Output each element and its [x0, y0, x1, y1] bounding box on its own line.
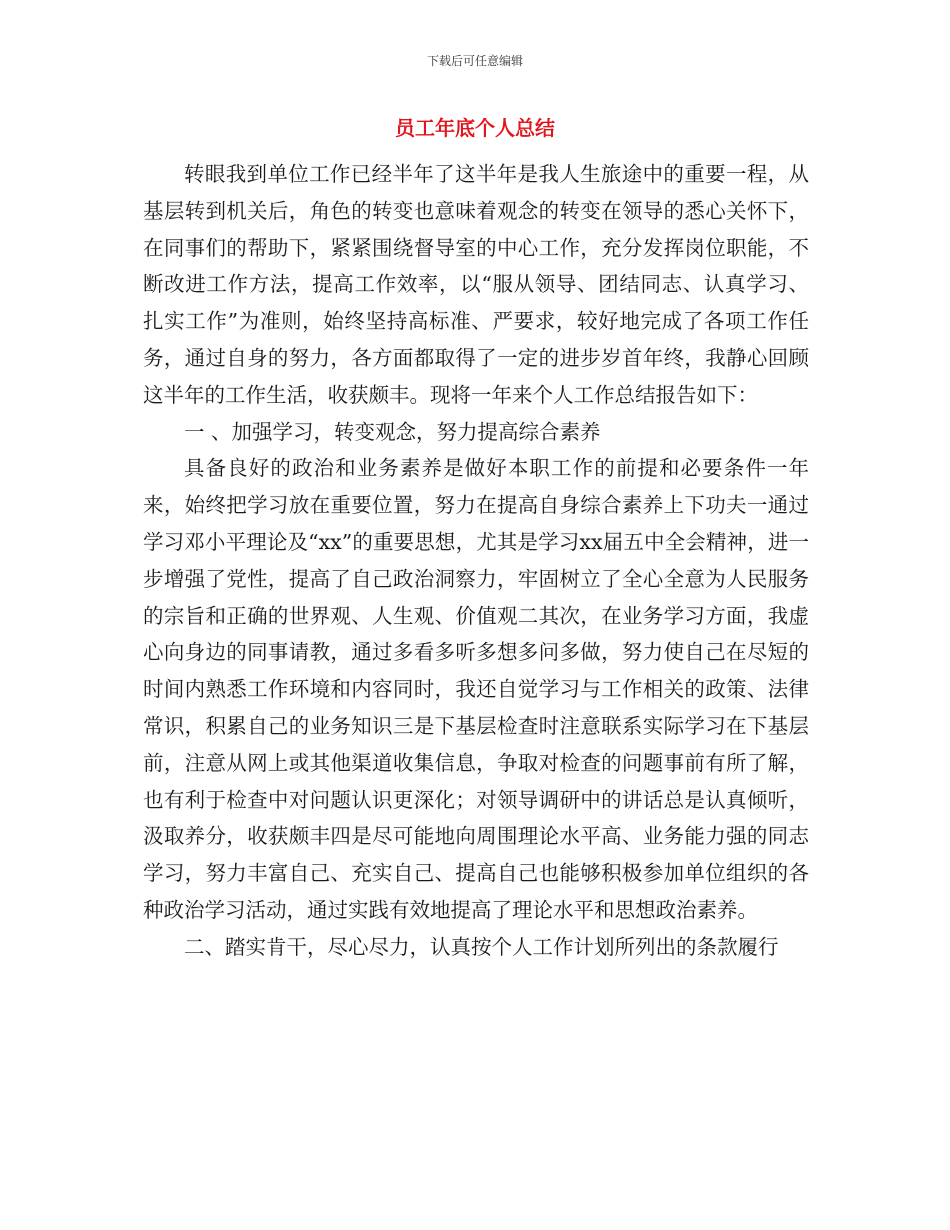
header-note: 下载后可任意编辑: [426, 54, 523, 68]
document-title: 员工年底个人总结: [395, 116, 555, 140]
section-heading-2: 二、踏实肯干，尽心尽力，认真按个人工作计划所列出的条款履行: [184, 934, 779, 959]
section-heading-1: 一 、加强学习，转变观念，努力提高综合素养: [184, 419, 601, 444]
paragraph-section-1: 具备良好的政治和业务素养是做好本职工作的前提和必要条件一年来，始终把学习放在重要位置，努力在提高自身综合素养上下功夫一通过学习邓小平理论及“xx”的重要思想，尤其是学习xx届五中全会精神，进一步增强了党性，提高了自己政治洞察力，牢固树立了全心全意为人民服务的宗旨和正确的世界观、人生观、价值观二其次，在业务学习方面，我虚心向身边的同事请教，通过多看多听多想多问多做，努力使自己在尽短的时间内熟悉工作环境和内容同时，我还自觉学习与工作相关的政策、法律常识，积累自己的业务知识三是下基层检查时注意联系实际学习在下基层前，注意从网上或其他渠道收集信息，争取对检查的问题事前有所了解，也有利于检查中对问题认识更深化；对领导调研中的讲话总是认真倾听，汲取养分，收获颇丰四是尽可能地向周围理论水平高、业务能力强的同志学习，努力丰富自己、充实自己、提高自己也能够积极参加单位组织的各种政治学习活动，通过实践有效地提高了理论水平和思想政治素养。: [143, 456, 809, 922]
paragraph-intro: 转眼我到单位工作已经半年了这半年是我人生旅途中的重要一程，从基层转到机关后，角色的转变也意味着观念的转变在领导的悉心关怀下，在同事们的帮助下，紧紧围绕督导室的中心工作，充分发挥岗位职能，不断改进工作方法，提高工作效率，以“服从领导、团结同志、认真学习、扎实工作”为准则，始终坚持高标准、严要求，较好地完成了各项工作任务，通过自身的努力，各方面都取得了一定的进步岁首年终，我静心回顾这半年的工作生活，收获颇丰。现将一年来个人工作总结报告如下：: [143, 162, 809, 407]
document-body: [143, 156, 809, 966]
